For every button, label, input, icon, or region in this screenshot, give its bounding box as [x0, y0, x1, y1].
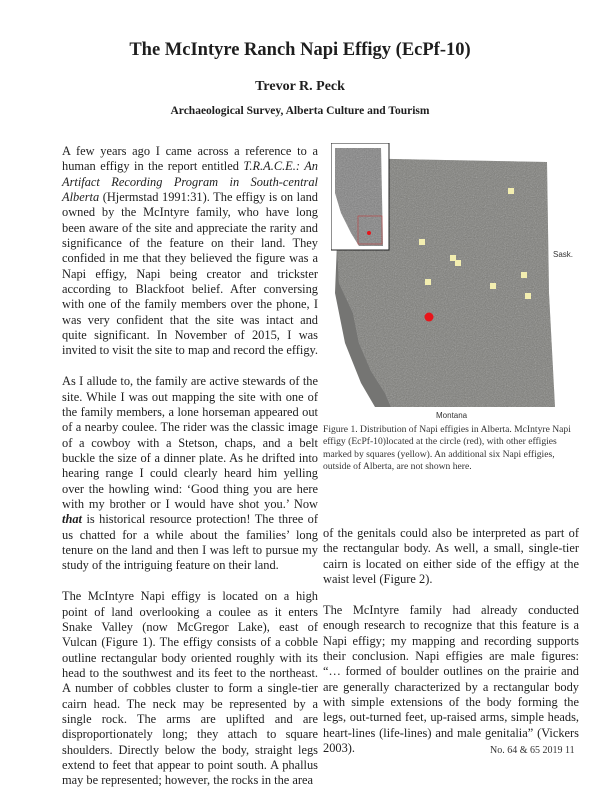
figure-1-map	[331, 143, 563, 411]
figure-caption: Figure 1. Distribution of Napi effigies in Alberta. McIntyre Napi effigy (EcPf-10)located at the circle (red), with other effigies marked by squares (yellow). An additional six Napi effigies, outside of Alberta, are not shown here.	[323, 424, 571, 473]
text: A few years ago I came across a reference to a human effigy in the report entitled	[62, 144, 318, 174]
inset-map	[331, 143, 389, 250]
sask-label: Sask.	[553, 250, 574, 259]
mcintyre-effigy-circle	[425, 313, 434, 322]
article-title: The McIntyre Ranch Napi Effigy (EcPf-10)	[129, 40, 471, 60]
affiliation: Archaeological Survey, Alberta Culture and Tourism	[170, 105, 430, 117]
author: Trevor R. Peck	[255, 79, 345, 94]
paragraph-2	[62, 374, 318, 573]
text: As I allude to, the family are active stewards of the site. While I was out mapping the site with one of the family members, a lone horseman appeared out of a nearby coulee. The rider was the classic image of a cowboy with a Stetson, chaps, and a belt buckle the size of a dinner plate. As he drifted into hearing range I could clearly heard him yelling over the howling wind: ‘Good thing you are here with my brother or I would have shot you.’ Now	[62, 374, 318, 512]
effigy-square	[455, 260, 461, 266]
left-column	[62, 144, 318, 804]
effigy-square	[525, 293, 531, 299]
paragraph-5: The McIntyre family had already conducted enough research to recognize that this feature is a Napi effigy; my mapping and recording supports their conclusion. Napi effigies are male figures: “… formed of boulder outlines on the prairie and are generally characterized by a rectangular body with simple extensions of the body forming the legs, out-turned feet, up-raised arms, simple heads, heart-lines (life-lines) and male genitalia” (Vickers 2003).	[323, 602, 579, 755]
effigy-square	[419, 239, 425, 245]
right-column	[323, 526, 579, 772]
page-footer: No. 64 & 65 2019 11	[490, 745, 575, 756]
report-title: T.R.A.C.E.: An Artifact Recording Program in South-central Alberta	[62, 159, 318, 205]
paragraph-4: of the genitals could also be interpreted as part of the rectangular body. As well, a small, single-tier cairn is located on either side of the effigy at the waist level (Figure 2).	[323, 526, 579, 587]
paragraph-3: The McIntyre Napi effigy is located on a high point of land overlooking a coulee as it enters Snake Valley (now McGregor Lake), east of Vulcan (Figure 1). The effigy consists of a cobble outline rectangular body oriented roughly with its head to the southwest and its feet to the northeast. A number of cobbles cluster to form a single-tier cairn head. The neck may be represented by a single rock. The arms are uplifted and are disproportionately long; they attach to square shoulders. Directly below the body, straight legs extend to feet that appear to point south. A phallus may be represented; however, the rocks in the area	[62, 589, 318, 788]
montana-label: Montana	[436, 411, 468, 420]
effigy-square	[508, 188, 514, 194]
emphasis: that	[62, 512, 82, 527]
paragraph-1	[62, 144, 318, 359]
text: (Hjermstad 1991:31). The effigy is on land owned by the McIntyre family, who have long been aware of the site and appreciate the rarity and significance of the feature on their land. They confided in me that they believed the figure was a Napi effigy, Napi being creator and trickster according to Blackfoot belief. After conversing with one of the family members over the phone, I was very confident that the site was intact and quite significant. In November of 2015, I was invited to visit the site to map and record the effigy.	[62, 190, 319, 358]
effigy-square	[521, 272, 527, 278]
text: is historical resource protection! The three of us chatted for a while about the families’ long tenure on the land and then I was left to pursue my study of the intriguing feature on their land.	[62, 512, 318, 573]
effigy-square	[490, 283, 496, 289]
effigy-square	[425, 279, 431, 285]
